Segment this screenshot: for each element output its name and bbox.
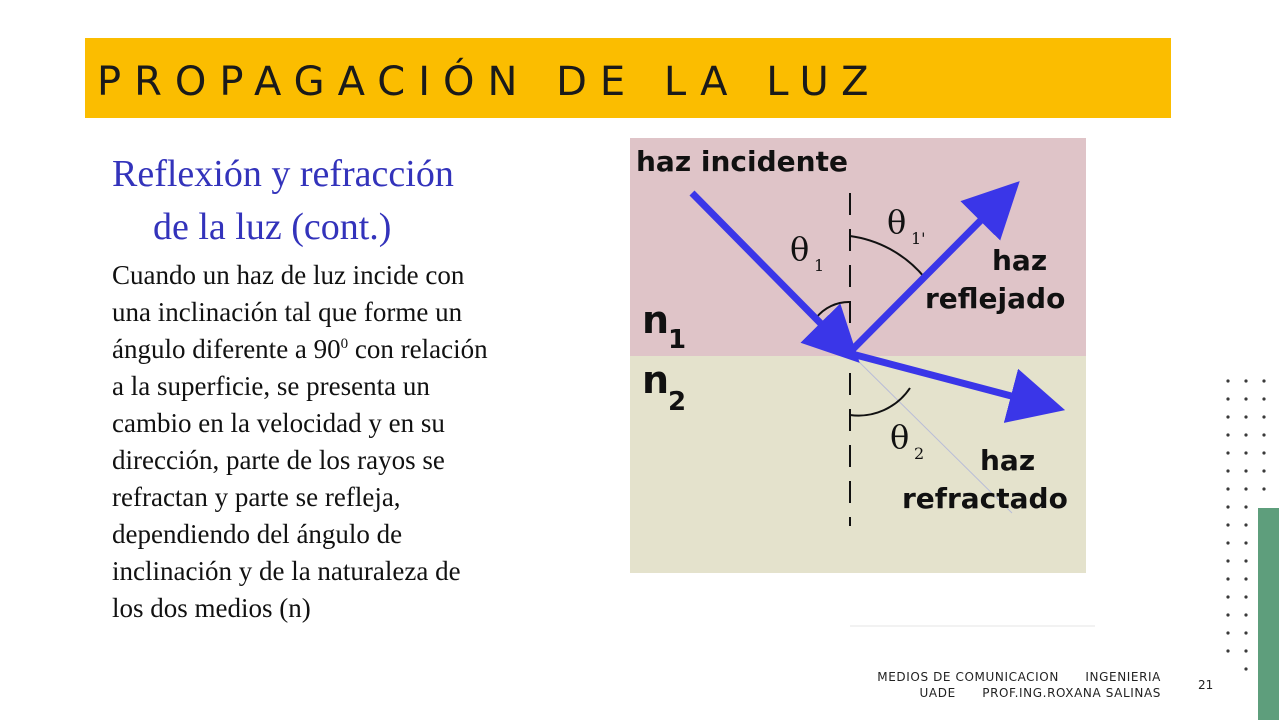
body-line-with-degree xyxy=(112,331,572,368)
theta1-prime-symbol: θ xyxy=(887,203,907,241)
body-line: cambio en la velocidad y en su xyxy=(112,408,445,438)
n2-label: n xyxy=(642,358,670,402)
n1-label: n xyxy=(642,298,670,342)
body-paragraph xyxy=(112,257,572,627)
theta1-symbol: θ xyxy=(790,230,810,268)
body-line-prefix: ángulo diferente a 90 xyxy=(112,334,341,364)
body-line: refractan y parte se refleja, xyxy=(112,482,401,512)
incident-label: haz incidente xyxy=(636,145,848,178)
body-line: dirección, parte de los rayos se xyxy=(112,445,445,475)
slide-subtitle xyxy=(112,148,572,254)
footer-line-1: MEDIOS DE COMUNICACION INGENIERIA xyxy=(877,670,1161,684)
divider xyxy=(850,625,1095,627)
refracted-label-line2: refractado xyxy=(902,482,1068,515)
body-line: una inclinación tal que forme un xyxy=(112,297,463,327)
body-line: los dos medios (n) xyxy=(112,593,311,623)
theta2-subscript: 2 xyxy=(914,444,925,463)
reflected-label-line2: reflejado xyxy=(925,282,1066,315)
subtitle-line-1: Reflexión y refracción xyxy=(112,153,454,195)
slide-title: PROPAGACIÓN DE LA LUZ xyxy=(97,59,882,105)
theta1-prime-subscript: 1' xyxy=(911,229,926,248)
body-line: dependiendo del ángulo de xyxy=(112,519,403,549)
footer xyxy=(877,669,1161,701)
footer-line-2: UADE PROF.ING.ROXANA SALINAS xyxy=(919,686,1161,700)
accent-bar xyxy=(1258,508,1279,720)
reflection-refraction-diagram xyxy=(630,138,1086,573)
body-line: inclinación y de la naturaleza de xyxy=(112,556,461,586)
refracted-label-line1: haz xyxy=(980,444,1036,477)
n2-subscript: 2 xyxy=(668,387,687,417)
degree-superscript: 0 xyxy=(340,336,349,352)
body-line: Cuando un haz de luz incide con xyxy=(112,260,465,290)
page-number: 21 xyxy=(1198,678,1214,692)
theta1-subscript: 1 xyxy=(814,256,825,275)
subtitle-line-2: de la luz (cont.) xyxy=(153,206,392,248)
n1-subscript: 1 xyxy=(668,325,687,355)
theta2-symbol: θ xyxy=(890,418,910,456)
title-bar xyxy=(85,38,1171,118)
reflected-label-line1: haz xyxy=(992,244,1048,277)
body-line: a la superficie, se presenta un xyxy=(112,371,430,401)
body-line-suffix: con relación xyxy=(354,334,488,364)
